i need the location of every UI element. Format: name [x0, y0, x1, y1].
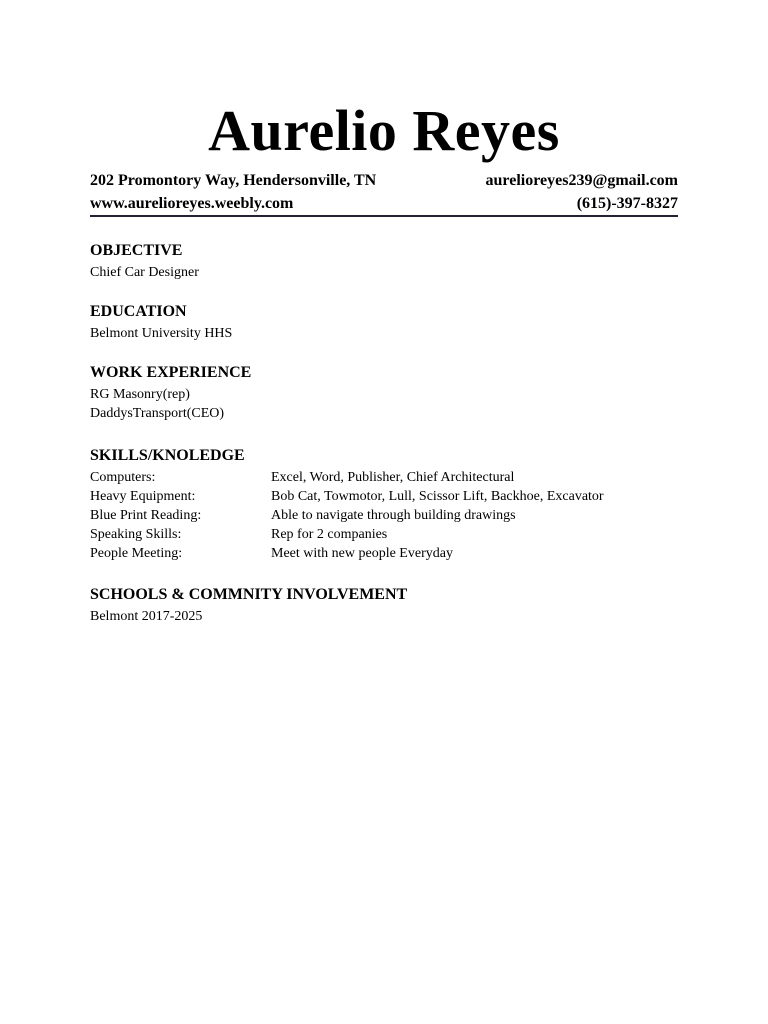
skill-row	[90, 468, 690, 487]
schools-community-heading: SCHOOLS & COMMNITY INVOLVEMENT	[90, 586, 408, 603]
candidate-name: Aurelio Reyes	[208, 98, 560, 163]
website: www.aurelioreyes.weebly.com	[90, 195, 294, 212]
phone-number: (615)-397-8327	[576, 195, 678, 212]
skill-row	[90, 544, 690, 563]
skill-label: People Meeting:	[90, 546, 183, 561]
contact-row-address-email	[90, 171, 678, 191]
work-experience-section	[90, 363, 690, 423]
skill-label: Heavy Equipment:	[90, 489, 196, 504]
skill-label: Computers:	[90, 470, 156, 485]
skill-value: Excel, Word, Publisher, Chief Architectural	[271, 470, 515, 485]
header-divider	[90, 215, 678, 217]
work-experience-line: RG Masonry(rep)	[90, 387, 190, 402]
skill-row	[90, 525, 690, 544]
schools-community-line: Belmont 2017-2025	[90, 609, 203, 624]
education-line: Belmont University HHS	[90, 326, 233, 341]
schools-community-section	[90, 585, 690, 626]
skill-value: Meet with new people Everyday	[271, 546, 453, 561]
skill-label: Speaking Skills:	[90, 527, 182, 542]
contact-row-website-phone	[90, 194, 678, 214]
skill-row	[90, 487, 690, 506]
objective-section	[90, 241, 690, 282]
objective-line: Chief Car Designer	[90, 265, 199, 280]
work-experience-line: DaddysTransport(CEO)	[90, 406, 225, 421]
skill-value: Bob Cat, Towmotor, Lull, Scissor Lift, Backhoe, Excavator	[271, 489, 604, 504]
work-experience-heading: WORK EXPERIENCE	[90, 364, 252, 381]
skill-row	[90, 506, 690, 525]
email-address: aurelioreyes239@gmail.com	[485, 172, 678, 189]
address: 202 Promontory Way, Hendersonville, TN	[90, 172, 377, 189]
skill-label: Blue Print Reading:	[90, 508, 202, 523]
skill-value: Rep for 2 companies	[271, 527, 388, 542]
education-heading: EDUCATION	[90, 303, 187, 320]
education-section	[90, 302, 690, 343]
skills-section	[90, 446, 690, 563]
skill-value: Able to navigate through building drawings	[271, 508, 516, 523]
objective-heading: OBJECTIVE	[90, 242, 183, 259]
skills-heading: SKILLS/KNOLEDGE	[90, 447, 245, 464]
